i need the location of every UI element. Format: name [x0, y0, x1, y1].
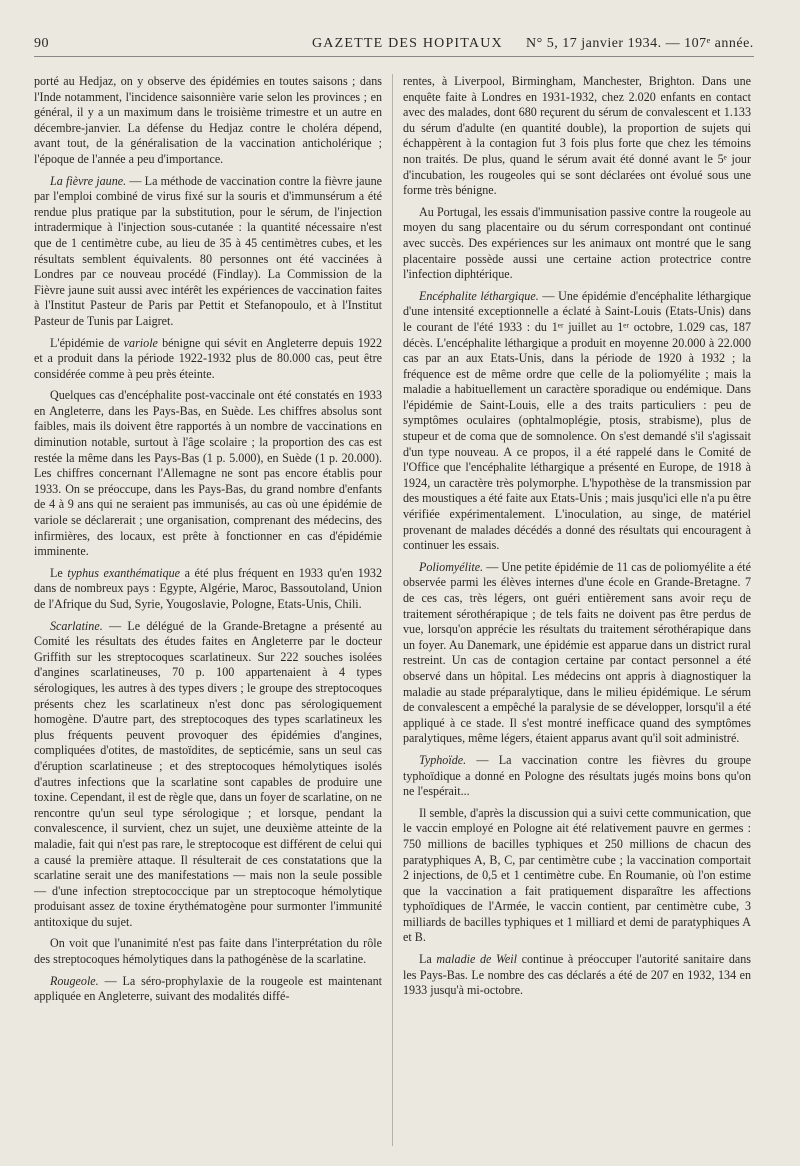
paragraph-variole [34, 336, 382, 383]
paragraph-poliomyelite [403, 560, 751, 747]
journal-title: GAZETTE DES HOPITAUX [312, 36, 503, 51]
page-number: 90 [34, 36, 49, 51]
paragraph-text: La [419, 952, 437, 967]
paragraph-fievre-jaune [34, 174, 382, 330]
section-heading: Poliomyélite. [419, 559, 484, 574]
section-heading: typhus exanthématique [67, 565, 181, 580]
running-header [34, 34, 754, 57]
paragraph-text: — La vaccination contre les fièvres du groupe typhoïdique a donné en Pologne des résultats jugés moins bons qu'on ne l'espérait... [403, 752, 751, 799]
paragraph-scarlatine-conclusion: On voit que l'unanimité n'est pas faite dans l'interprétation du rôle des streptocoques hémolytiques dans la pathogénèse de la scarlatine. [34, 936, 382, 967]
paragraph-text: — La méthode de vaccination contre la fièvre jaune par l'emploi combiné de virus fixé sur la souris et d'immunsérum a été rendue plus pratique par la substitution, pour le sérum, de l'injection intradermique à l'injection sous-cutanée : la quantité nécessaire n'est que de 1 centimètre cube, au lieu de 35 à 45 centimètres cubes, et les résultats semblent équivalents. 80 personnes ont été vaccinées à Londres par ce nouveau procédé (Findlay). La Commission de la Fièvre jaune suit aussi avec intérêt les expériences de vaccination faites à l'Institut Pasteur de Paris par Pettit et Stefanopoulo, et à l'Institut Pasteur de Tunis par Laigret. [34, 173, 383, 328]
section-heading: Scarlatine. [50, 618, 103, 633]
paragraph-cholera-end: porté au Hedjaz, on y observe des épidémies en toutes saisons ; dans l'Inde notamment, l'incidence saisonnière varie selon les provinces ; en général, il y a un maximum dans le troisième trimestre et un autre en décembre-janvier. La défense du Hedjaz contre le choléra dépend, avant tout, de la généralisation de la vaccination anticholérique ; l'époque de l'année a peu d'importance. [34, 74, 382, 166]
paragraph-text: — Une petite épidémie de 11 cas de poliomyélite a été observée parmi les élèves internes d'une école en Grande-Bretagne. 7 de ces cas, très légers, ont guéri entièrement sans avoir reçu de traitement sérothérapique ; de tels faits ne doivent pas être perdus de vue, lorsqu'on apprécie les résultats du traitement sérothérapique dans un foyer. Au Danemark, une épidémie est apparue dans un district rural restreint. Un cas de contagion certaine par contact personnel a été observé dans un hôpital. Les médecins ont appris à diagnostiquer la maladie au stade préparalytique, dans le milieu épidémique. Le sérum de convalescent a empêché la paralysie de se développer, lorsqu'il a été appliqué à ce stade. Il s'est montré inefficace quand des symptômes paralytiques, même légers, étaient apparus avant qu'il soit administré. [403, 559, 751, 746]
paragraph-text: continue à préoccuper l'autorité sanitaire dans les Pays-Bas. Le nombre des cas déclarés a été de 207 en 1932, 134 en 1933 jusqu'à mi-octobre. [403, 952, 752, 998]
paragraph-vaccin-pologne: Il semble, d'après la discussion qui a suivi cette communication, que le vaccin employé en Pologne ait été relativement pauvre en germes : 750 millions de bacilles typhiques et 250 millions de chacun des paratyphiques A, B, C, par centimètre cube ; la vaccination comportait 2 injections, de 0,5 et 1 centimètre cube. En Roumanie, où l'on estime que la vaccination a fait pratiquement disparaître les affections typhoïdiques de l'Armée, le vaccin contient, par centimètre cube, 3 milliards de bacilles typhiques et 1 milliard et demi de paratyphiques A et B. [403, 805, 751, 945]
paragraph-text: Le [50, 565, 68, 580]
section-heading: Rougeole. [50, 973, 99, 988]
paragraph-text: — La séro-prophylaxie de la rougeole est maintenant appliquée en Angleterre, suivant des modalités diffé- [34, 973, 382, 1004]
paragraph-text: a été plus fréquent en 1933 qu'en 1932 dans de nombreux pays : Egypte, Algérie, Maroc, Bassoutoland, Union de l'Afrique du Sud, Syrie, Yougoslavie, Pologne, Etats-Unis, Chili. [34, 565, 382, 611]
section-heading: La fièvre jaune. [50, 173, 127, 188]
section-heading: maladie de Weil [436, 952, 518, 967]
paragraph-text: — Une épidémie d'encéphalite léthargique d'une intensité exceptionnelle a éclaté à Saint-Louis (Etats-Unis) dans le courant de l'été 1933 : du 1ᵉʳ juillet au 1ᵉʳ octobre, 1.029 cas, 187 décès. L'encéphalite léthargique a produit en moyenne 20.000 à 22.000 cas par an aux Etats-Unis, dans la période de 1920 à 1932 ; la fréquence est de même ordre que celle de la poliomyélite ; mais la maladie a habituellement un caractère sporadique ou endémique. Dans l'épidémie de Saint-Louis, elle a des traits particuliers : peu de symptômes oculaires (ophtalmoplégie, ptosis, strabisme), plus de stupeur et de coma que de somnolence. On s'est demandé s'il s'agissait d'un type nouveau. A ce propos, il a été rappelé dans le Comité de l'Office que l'encéphalite léthargique a présenté en Europe, de 1918 à 1924, un caractère très polymorphe. L'hypothèse de la transmission par des moustiques a été faite aux Etats-Unis ; mais jusqu'ici elle n'a pu être vérifiée expérimentalement. L'inoculation, au singe, de matériel provenant de malades décédés a donné des résultats qui encouragent à continuer les essais. [403, 288, 751, 553]
paragraph-typhoide [403, 753, 751, 800]
paragraph-text: — Le délégué de la Grande-Bretagne a présenté au Comité les résultats des études faites en Angleterre par le docteur Griffith sur les streptocoques scarlatineux. Sur 222 souches isolées d'angines scarlatineuses, 70 p. 100 appartenaient à 4 types sérologiques, les autres à des types divers ; le groupe des streptocoques présents chez les scarlatineux n'est donc pas sérologiquement homogène. D'autre part, des streptocoques des types scarlatineux les plus fréquents peuvent provoquer des épidémies d'angines, compliquées d'otites, de mastoïdites, de septicémie, sans un seul cas d'éruption scarlatineuse ; et des streptocoques hémolytiques isolés d'autres infections que la scarlatine sont capables de produire une toxine. Cependant, il est de règle que, dans un foyer de scarlatine, on ne rencontre qu'un seul type sérologique ; et lorsque, pendant la convalescence, il survient, chez un sujet, une deuxième atteinte de la maladie, fait qui n'est pas rare, le streptocoque est différent de celui qui a causé la première attaque. Il résulterait de ces constatations que la scarlatine serait une des manifestations — mais non la seule possible — d'une infection streptococcique par un streptocoque hémolytique produisant assez de toxine érythématogène pour surmonter l'immunité antitoxique du sujet. [34, 618, 382, 929]
paragraph-typhus [34, 566, 382, 613]
paragraph-encephalite-lethargique [403, 289, 751, 554]
section-heading: Typhoïde. [419, 752, 467, 767]
paragraph-encephalite-post-vaccinale: Quelques cas d'encéphalite post-vaccinale ont été constatés en 1933 en Angleterre, dans les Pays-Bas, en Suède. Les chiffres absolus sont faibles, mais ils doivent être rapportés à un nombre de vaccinations en diminution notable, surtout à l'âge scolaire ; la proportion des cas est restée la même dans les Pays-Bas (1 p. 5.000), en Suède (1 p. 20.000). Les chiffres concernant l'Allemagne ne sont pas encore établis pour 1933. On se préoccupe, dans les Pays-Bas, du grand nombre d'enfants de 4 à 9 ans qui ne seraient pas immunisés, au cas où une épidémie de variole se déclarerait ; une organisation, comprenant des médecins, des infirmières, des locaux, est prête à fonctionner en cas d'épidémie imminente. [34, 388, 382, 559]
paragraph-rougeole-cont: rentes, à Liverpool, Birmingham, Manchester, Brighton. Dans une enquête faite à Londres en 1931-1932, chez 2.020 enfants en contact avec des malades, dont 680 reçurent du sérum de convalescent et 1.133 du sérum d'adulte (en quantité double), la proportion de sujets qui échappèrent à la contagion fut 3 fois plus forte que chez les témoins non traités. De plus, quand le sérum avait été donné avant le 5ᵉ jour d'incubation, les rougeoles qui se sont déclarées ont évolué sous une forme très bénigne. [403, 74, 751, 198]
right-column [403, 74, 751, 1005]
left-column [34, 74, 382, 1011]
paragraph-portugal: Au Portugal, les essais d'immunisation passive contre la rougeole au moyen du sang placentaire ou du sérum correspondant ont continué avec succès. Des expériences sur les animaux ont montré que le sang placentaire possède aussi une certaine action protectrice contre l'infection diphtérique. [403, 204, 751, 282]
section-heading: Encéphalite léthargique. [419, 288, 539, 303]
paragraph-maladie-weil [403, 952, 751, 999]
column-divider [392, 74, 393, 1146]
paragraph-text: L'épidémie de [50, 335, 124, 350]
paragraph-rougeole [34, 974, 382, 1005]
section-heading: variole [123, 335, 158, 350]
paragraph-scarlatine [34, 619, 382, 931]
paragraph-text: bénigne qui sévit en Angleterre depuis 1922 et a produit dans la période 1922-1932 plus de 80.000 cas, peut être considérée comme à peu près éteinte. [34, 335, 382, 381]
issue-info: N° 5, 17 janvier 1934. — 107ᵉ année. [526, 36, 754, 51]
